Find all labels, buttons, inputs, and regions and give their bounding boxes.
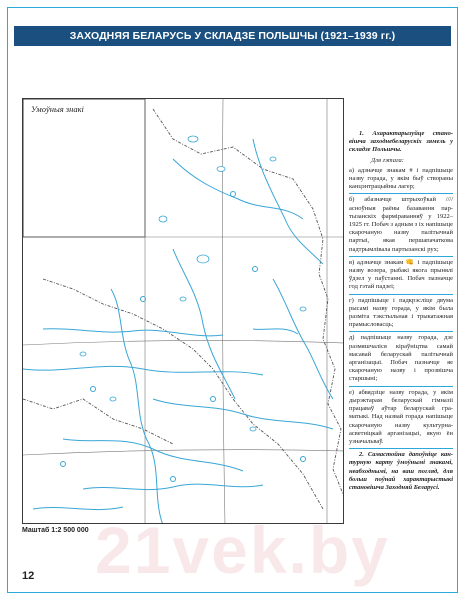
contour-map[interactable] <box>22 98 344 524</box>
task1-item-e: д) падпішыце назву горада, дзе размяшчаліся кіраўніцтва самай масавай беларускай палітычнай арганізацыі. Побач пазначце яе скарочаную назву і прозвішча старшыні; <box>349 334 453 383</box>
task1-item-b: б) абазначце штрыхоўкай //// аснoўныя раёны базавання партызанскіх фарміраванняў у 1922–1925 гг. Побач з адным з іх напішыце скарочаную назву палітычнай партыі, якая першапачаткова падтрымлівала партызанскі рух; <box>349 196 453 253</box>
divider <box>349 331 453 332</box>
task1-item-d: г) падпішыце і падкрэсліце двума рысамі назву горада, у якім была разміта тэкстыльная і трыкатажная прамысловасць; <box>349 296 453 329</box>
task1-item-c: в) адзначце знакам 👊 і падпішыце назву возера, рыбакі якога прынялі ўдзел у паўстанні. Побач пазначце год гэтай падзеі; <box>349 258 453 291</box>
divider <box>349 256 453 257</box>
task1-item-f: е) абвядзіце назву горада, у якім дырэктарам беларускай гімназіі працаваў аўтар беларускай граматыкі. Над назвай горада напішыце скарочаную назву культурна-асветніцкай арганізацыі, якую ён узначальваў. <box>349 388 453 445</box>
divider <box>349 448 453 449</box>
page-number: 12 <box>22 570 35 582</box>
legend-box <box>23 99 145 237</box>
page-title: ЗАХОДНЯЯ БЕЛАРУСЬ У СКЛАДЗЕ ПОЛЬШЧЫ (1921–1939 гг.) <box>14 26 451 46</box>
map-drawing <box>23 99 344 524</box>
watermark: 21vek.by <box>95 513 390 587</box>
task1-intro: Для гэтага: <box>371 156 404 164</box>
divider <box>349 386 453 387</box>
task2-heading: 2. Самастойна дапоўніце кантурную карту ўмоўнымі знакамі, неабходнымі, на ваш погляд, для больш поўнай характарыстыкі становішча Заходняй Беларусі. <box>349 451 453 491</box>
map-scale: Маштаб 1:2 500 000 <box>22 527 89 534</box>
task-panel <box>349 130 453 494</box>
task1-heading: 1. Ахарактарызуйце становішча заходнебеларускіх зямель у складзе Польшчы. <box>349 130 453 154</box>
divider <box>349 193 453 194</box>
legend-title: Умоўныя знакі <box>31 104 84 114</box>
task1-item-a: а) адзначце знакам # і падпішыце назву горада, у якім быў створаны канцэнтрацыйны лагер; <box>349 166 453 191</box>
divider <box>349 294 453 295</box>
